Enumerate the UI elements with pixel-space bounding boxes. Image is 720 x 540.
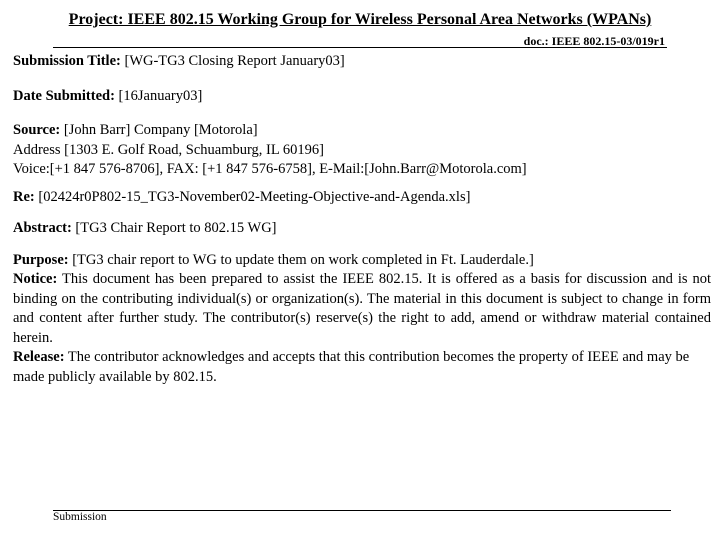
- purpose-value: [TG3 chair report to WG to update them on work completed in Ft. Lauderdale.]: [72, 251, 534, 268]
- submission-title-label: Submission Title:: [13, 53, 121, 69]
- purpose-label: Purpose:: [13, 251, 69, 268]
- date-submitted-field: [13, 87, 711, 107]
- source-field: [13, 121, 711, 141]
- re-value: [02424r0P802-15_TG3-November02-Meeting-Objective-and-Agenda.xls]: [38, 188, 471, 205]
- notice-label: Notice:: [13, 271, 58, 287]
- date-submitted-value: [16January03]: [118, 87, 203, 104]
- source-label: Source:: [13, 122, 61, 138]
- notice-value: This document has been prepared to assist the IEEE 802.15. It is offered as a basis for discussion and is not binding on the contributing individual(s) or organization(s). The material in this document is subject to change in form and content after further study. The contributor(s) reserve(s) the right to add, amend or withdraw material contained herein.: [13, 271, 711, 346]
- project-title: Project: IEEE 802.15 Working Group for Wireless Personal Area Networks (WPANs): [68, 11, 652, 28]
- release-value: The contributor acknowledges and accepts that this contribution becomes the property of IEEE and may be made publicly available by 802.15.: [13, 349, 690, 385]
- source-contact-line: Voice:[+1 847 576-8706], FAX: [+1 847 576-6758], E-Mail:[John.Barr@Motorola.com]: [13, 161, 527, 177]
- footer-submission-label: Submission: [53, 511, 107, 523]
- document-id: doc.: IEEE 802.15-03/019r1: [523, 34, 665, 48]
- date-submitted-label: Date Submitted:: [13, 87, 115, 104]
- abstract-value: [TG3 Chair Report to 802.15 WG]: [75, 220, 277, 236]
- release-label: Release:: [13, 349, 65, 365]
- purpose-field: [13, 251, 711, 271]
- abstract-field: [13, 219, 711, 239]
- source-address-line: Address [1303 E. Golf Road, Schuamburg, IL 60196]: [13, 141, 324, 158]
- header-divider: [53, 47, 667, 48]
- document-body: [13, 52, 711, 387]
- abstract-label: Abstract:: [13, 220, 72, 236]
- release-field: [13, 348, 711, 387]
- re-field: [13, 188, 711, 208]
- footer-divider: [53, 510, 671, 511]
- source-line-company: [John Barr] Company [Motorola]: [63, 122, 258, 138]
- submission-title-value: [WG-TG3 Closing Report January03]: [124, 53, 345, 69]
- submission-title-field: [13, 52, 711, 72]
- re-label: Re:: [13, 188, 35, 205]
- notice-field: [13, 270, 711, 348]
